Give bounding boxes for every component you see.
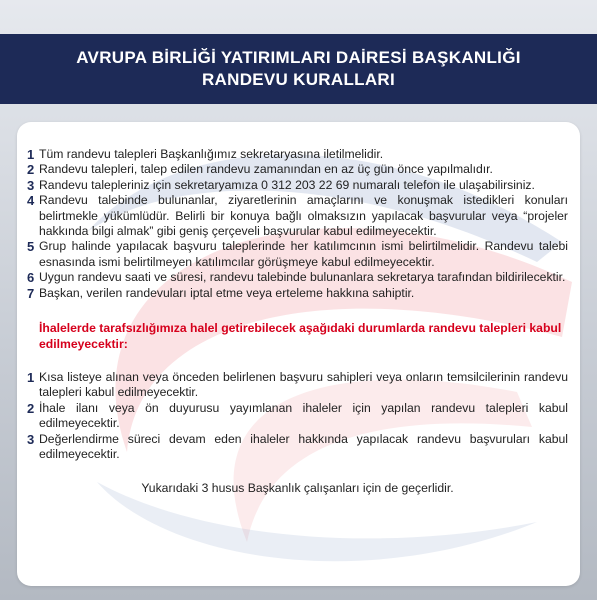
exclusion-number: 1 [27, 370, 35, 386]
rule-number: 6 [27, 270, 35, 286]
exclusion-item [27, 370, 568, 401]
rule-item [27, 162, 568, 177]
rule-text: Randevu talepleri, talep edilen randevu zamanından en az üç gün önce yapılmalıdır. [39, 162, 493, 177]
rules-card [17, 122, 580, 586]
rule-number: 7 [27, 285, 35, 301]
rules-content [27, 147, 568, 496]
exclusion-number: 3 [27, 431, 35, 447]
rule-item [27, 239, 568, 270]
rule-number: 5 [27, 239, 35, 255]
rule-number: 1 [27, 147, 35, 162]
rule-item [27, 193, 568, 239]
tender-warning: İhalelerde tarafsızlığımıza halel getirebilecek aşağıdaki durumlarda randevu talepleri kabul edilmeyecektir: [39, 321, 562, 352]
rule-item [27, 270, 568, 285]
exclusion-text: İhale ilanı veya ön duyurusu yayımlanan ihaleler için yapılan randevu talepleri kabul edilmeyecektir. [39, 400, 568, 431]
rule-text: Tüm randevu talepleri Başkanlığımız sekretaryasına iletilmelidir. [39, 147, 384, 161]
exclusion-item [27, 432, 568, 463]
rule-text: Randevu talebinde bulunanlar, ziyaretlerinin amaçlarını ve konuşmak istedikleri konuları belirtmekle yükümlüdür. Belirli bir konuya bağlı olmaksızın yapılacak başvurular veya “projeler hakkında bilgi almak” gibi geniş çerçeveli başvurular kabul edilmeyecektir. [39, 193, 568, 239]
header-title-line-2: RANDEVU KURALLARI [201, 70, 396, 89]
rule-text: Randevu talepleriniz için sekretaryamıza 0 312 203 22 69 numaralı telefon ile ulaşabilirsiniz. [39, 177, 535, 192]
exclusion-text: Değerlendirme süreci devam eden ihaleler hakkında yapılacak randevu başvuruları kabul edilmeyecektir. [39, 431, 568, 462]
rule-text: Uygun randevu saati ve süresi, randevu talebinde bulunanlara sekretarya tarafından bildirilecektir. [39, 270, 566, 285]
exclusion-item [27, 401, 568, 432]
rule-number: 3 [27, 177, 35, 193]
rule-text: Grup halinde yapılacak başvuru taleplerinde her katılımcının ismi belirtilmelidir. Randevu talebi esnasında ismi belirtilmeyen katılımcılar görüşmeye kabul edilmeyecektir. [39, 239, 568, 269]
page-header [0, 34, 597, 104]
rule-number: 4 [27, 193, 35, 209]
header-title-line-1: AVRUPA BİRLİĞİ YATIRIMLARI DAİRESİ BAŞKANLIĞI [76, 48, 521, 67]
exclusion-text: Kısa listeye alınan veya önceden belirlenen başvuru sahipleri veya onların temsilcilerinin randevu talepleri kabul edilmeyecektir. [39, 370, 568, 400]
rule-text: Başkan, verilen randevuları iptal etme veya erteleme hakkına sahiptir. [39, 285, 415, 300]
footer-note: Yukarıdaki 3 husus Başkanlık çalışanları için de geçerlidir. [141, 480, 454, 495]
rule-item [27, 286, 568, 301]
exclusions-list [27, 370, 568, 462]
exclusion-number: 2 [27, 400, 35, 416]
rule-item [27, 147, 568, 162]
rule-number: 2 [27, 162, 35, 178]
rules-list [27, 147, 568, 301]
rule-item [27, 178, 568, 193]
